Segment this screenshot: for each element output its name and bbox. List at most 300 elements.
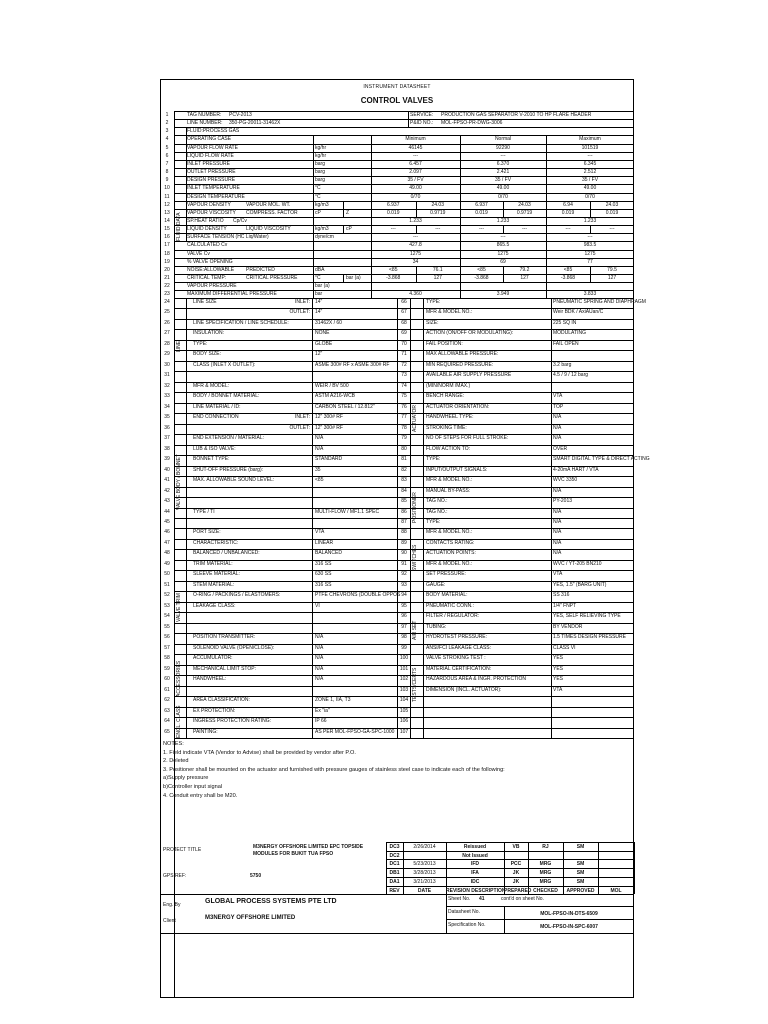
notes-lines <box>163 749 505 801</box>
process-row-label: LIQUID FLOW RATE <box>187 153 234 159</box>
row-number: 8 <box>165 169 169 175</box>
left-row-label: CHARACTERISTIC: <box>193 540 239 546</box>
critical-temp-label: CRITICAL TEMP: <box>187 275 227 281</box>
right-row-number: 86 <box>401 509 407 515</box>
right-row-number: 79 <box>401 435 407 441</box>
number-column-line <box>174 111 175 998</box>
liquid-density-value-b: --- <box>609 226 615 232</box>
left-row-value: 12" 300# RF <box>315 414 343 420</box>
left-row-value: BALANCED <box>315 550 342 556</box>
right-row-value: N/A <box>553 425 562 431</box>
left-row-value: ASTM A216-WCB <box>315 393 356 399</box>
sheet-label: Sheet No. <box>448 896 471 902</box>
noise-value-a: <85 <box>563 267 573 273</box>
max-diff-pressure-max: 3.833 <box>583 291 597 297</box>
valve-cv-max: 1275 <box>584 251 596 257</box>
case-normal: Normal <box>494 136 512 142</box>
row-number: 22 <box>164 283 170 289</box>
left-row-number: 49 <box>164 561 170 567</box>
left-row-number: 34 <box>164 404 170 410</box>
right-row-number: 84 <box>401 488 407 494</box>
process-row-min: 49.00 <box>409 185 422 191</box>
revision-approved: SM <box>576 879 585 885</box>
row-number: 2 <box>165 120 169 126</box>
process-row-normal: 6.370 <box>496 161 510 167</box>
revision-approved: SM <box>576 844 585 850</box>
left-row-number: 36 <box>164 425 170 431</box>
sub-unit-line <box>343 201 344 217</box>
left-row-label: SOLENOID VALVE (OPEN/CLOSE): <box>193 645 275 651</box>
line-number-label: LINE NUMBER: <box>187 120 223 126</box>
revision-date: 3/28/2013 <box>413 870 436 876</box>
right-row-label: STROKING TIME: <box>426 425 467 431</box>
left-section-label: ACCESSORIES <box>176 660 182 697</box>
process-row-max: --- <box>587 153 593 159</box>
left-row-number: 33 <box>164 393 170 399</box>
left-row-label: TRIM MATERIAL: <box>193 561 233 567</box>
right-row-number: 98 <box>401 634 407 640</box>
right-row-label: GAUGE: <box>426 582 446 588</box>
revision-column-line <box>598 842 599 894</box>
notes-block <box>163 740 505 800</box>
client-label: Client <box>163 918 176 924</box>
row-number: 11 <box>164 194 170 200</box>
sp-heat-ratio-normal: 1.233 <box>496 218 510 224</box>
mol-header: MOL <box>610 888 622 894</box>
process-row-label: INLET PRESSURE <box>187 161 230 167</box>
process-row-min: 6.457 <box>409 161 422 167</box>
right-row-number: 74 <box>401 383 407 389</box>
right-row-number: 73 <box>401 372 407 378</box>
revision-approved: SM <box>576 861 585 867</box>
vapour-mol-wt-label: VAPOUR MOL. WT. <box>246 202 291 208</box>
left-row-label: HANDWHEEL: <box>193 676 227 682</box>
left-row-label: BODY SIZE: <box>193 351 221 357</box>
right-row-number: 91 <box>401 561 407 567</box>
revision-table-line <box>386 877 634 878</box>
process-row-label: INLET TEMPERATURE <box>187 185 240 191</box>
right-row-value: SS 316 <box>553 592 570 598</box>
right-row-number: 85 <box>401 498 407 504</box>
liquid-density-value-a: --- <box>479 226 484 232</box>
right-row-number: 71 <box>401 351 407 357</box>
right-row-number: 78 <box>401 425 407 431</box>
left-row-number: 28 <box>164 341 170 347</box>
left-row-label: END CONNECTION <box>193 414 239 420</box>
right-row-number: 75 <box>401 393 407 399</box>
left-row-label: PORT SIZE: <box>193 529 221 535</box>
left-row-label: LINE SPECIFICATION / LINE SCHEDULE: <box>193 320 289 326</box>
right-row-label: TAG NO.: <box>426 509 448 515</box>
left-row-value: 630 SS <box>315 571 332 577</box>
left-row-label: POSITION TRANSMITTER: <box>193 634 256 640</box>
valve-cv-label: VALVE Cv <box>187 251 210 257</box>
left-row-sublabel: INLET: <box>294 414 310 420</box>
left-row-sublabel: OUTLET: <box>289 425 310 431</box>
right-row-number: 80 <box>401 446 407 452</box>
row-number: 3 <box>165 128 169 134</box>
right-row-label: TYPE: <box>426 456 441 462</box>
left-row-label: BODY / BONNET MATERIAL: <box>193 393 260 399</box>
row-number: 17 <box>164 242 170 248</box>
surface-tension-normal: --- <box>500 234 506 240</box>
right-row-value: 4.5 / 9 / 12 barg <box>553 372 589 378</box>
row-number: 23 <box>164 291 170 297</box>
process-row-max: 101519 <box>581 145 599 151</box>
max-diff-pressure-normal: 3.949 <box>496 291 510 297</box>
notes-title: NOTES: <box>163 741 184 747</box>
left-section-label: ENCL. CLASS <box>176 705 182 738</box>
sheet-value: 41 <box>479 896 485 902</box>
vapour-pressure-label: VAPOUR PRESSURE <box>187 283 237 289</box>
compress-factor-unit: Z <box>346 210 350 216</box>
row-line <box>174 127 634 128</box>
project-title-value: M3NERGY OFFSHORE LIMITED EPC TOPSIDE MODULES FOR BUKIT TUA FPSO <box>253 844 364 857</box>
left-row-number: 64 <box>164 718 170 724</box>
note-line: a)Supply pressure <box>163 775 209 782</box>
process-row-unit: °C <box>315 194 321 200</box>
left-row-label: SLEEVE MATERIAL: <box>193 571 240 577</box>
specification-value: MOL-FPSO-IN-SPC-6007 <box>540 924 598 930</box>
right-row-value: N/A <box>553 435 562 441</box>
left-row-number: 52 <box>164 592 170 598</box>
left-row-label: MFR & MODEL: <box>193 383 230 389</box>
datasheet-label: Datasheet No. <box>448 909 480 915</box>
calculated-cv-min: 427.8 <box>409 242 422 248</box>
right-row-number: 82 <box>401 467 407 473</box>
left-row-number: 56 <box>164 634 170 640</box>
process-row-max: 49.00 <box>583 185 597 191</box>
right-row-value: 4-20mA HART / VTA <box>553 467 599 473</box>
max-diff-pressure-label: MAXIMUM DIFFERENTIAL PRESSURE <box>187 291 277 297</box>
left-row-number: 45 <box>164 519 170 525</box>
vapour-viscosity-value-b: 0.9719 <box>516 210 533 216</box>
left-row-label: MAX. ALLOWABLE SOUND LEVEL: <box>193 477 275 483</box>
left-section-line <box>186 298 187 738</box>
right-section-label: SWITCHES <box>412 544 418 571</box>
noise-allowable-label: NOISE:ALLOWABLE <box>187 267 235 273</box>
revision-date: 5/23/2013 <box>413 861 436 867</box>
right-row-number: 89 <box>401 540 407 546</box>
left-row-label: STEM MATERIAL: <box>193 582 235 588</box>
process-row-min: --- <box>413 153 418 159</box>
right-row-number: 81 <box>401 456 407 462</box>
valve-opening-max: 77 <box>587 259 593 265</box>
right-row-number: 72 <box>401 362 407 368</box>
left-row-number: 48 <box>164 550 170 556</box>
right-row-value: N/A <box>553 550 562 556</box>
surface-tension-min: --- <box>413 234 418 240</box>
revision-description: IDC <box>470 879 480 885</box>
right-row-label: MFR & MODEL NO.: <box>426 529 473 535</box>
right-row-number: 77 <box>401 414 407 420</box>
right-row-label: TUBING: <box>426 624 447 630</box>
left-row-label: PAINTING: <box>193 729 218 735</box>
revision-table-line <box>386 842 634 843</box>
right-row-number: 107 <box>399 729 409 735</box>
row-number: 4 <box>165 136 169 142</box>
left-row-label: END EXTENSION / MATERIAL: <box>193 435 265 441</box>
left-row-value: 316 SS <box>315 582 332 588</box>
right-row-value: VTA <box>553 687 563 693</box>
right-section-label: POSITIONER <box>412 492 418 523</box>
revision-checked: RJ <box>542 844 549 850</box>
revision-code: DC3 <box>389 844 400 850</box>
process-row-label: DESIGN TEMPERATURE <box>187 194 245 200</box>
process-row-unit: °C <box>315 185 321 191</box>
vapour-density-value-a: 6.94 <box>563 202 573 208</box>
process-row-label: OUTLET PRESSURE <box>187 169 236 175</box>
left-row-number: 59 <box>164 666 170 672</box>
right-row-label: MFR & MODEL NO.: <box>426 561 473 567</box>
row-number: 20 <box>164 267 170 273</box>
noise-unit: dBA <box>315 267 325 273</box>
noise-value-b: 79.2 <box>519 267 530 273</box>
max-diff-pressure-min: 4.360 <box>409 291 422 297</box>
title-block-line <box>446 906 634 907</box>
noise-value-b: 79.5 <box>607 267 617 273</box>
calculated-cv-normal: 865.5 <box>496 242 510 248</box>
right-row-value: N/A <box>553 519 562 525</box>
vapour-viscosity-value-b: 0.019 <box>605 210 619 216</box>
left-row-label: LINE MATERIAL / ID: <box>193 404 241 410</box>
valve-opening-min: 34 <box>412 259 419 265</box>
right-value-line <box>551 298 552 738</box>
right-row-number: 92 <box>401 571 407 577</box>
description-header: REVISION DESCRIPTION <box>446 888 506 894</box>
right-row-number: 94 <box>401 592 407 598</box>
service-value: PRODUCTION GAS SEPARATOR V-2010 TO HP FLARE HEADER <box>441 112 592 118</box>
left-value-line <box>312 298 313 738</box>
max-diff-pressure-unit: bar <box>315 291 323 297</box>
right-section-line <box>423 298 424 738</box>
left-row-number: 46 <box>164 529 170 535</box>
approved-header: APPROVED <box>566 888 595 894</box>
right-row-label: MATERIAL CERTIFICATION: <box>426 666 492 672</box>
right-row-value: N/A <box>553 488 562 494</box>
left-row-value: LINEAR <box>315 540 334 546</box>
left-row-sublabel: OUTLET: <box>289 309 310 315</box>
sub-unit-line <box>343 225 344 233</box>
right-row-label: ACTION (ON/OFF OR MODULATING): <box>426 330 514 336</box>
left-row-value: 31462X / 60 <box>315 320 342 326</box>
right-row-value: OVER <box>553 446 568 452</box>
right-row-label: SET PRESSURE: <box>426 571 466 577</box>
vapour-density-label: VAPOUR DENSITY <box>187 202 231 208</box>
right-row-number: 69 <box>401 330 407 336</box>
left-row-number: 54 <box>164 613 170 619</box>
right-row-value: WVC 3350 <box>553 477 578 483</box>
critical-value-a: -3.868 <box>386 275 401 281</box>
left-row-value: CARBON STEEL / 12.812" <box>315 404 375 410</box>
vapour-viscosity-unit: cP <box>315 210 321 216</box>
right-row-label: FILTER / REGULATOR: <box>426 613 480 619</box>
process-row-unit: barg <box>315 169 326 175</box>
right-row-number: 87 <box>401 519 407 525</box>
left-row-number: 47 <box>164 540 170 546</box>
left-row-number: 61 <box>164 687 170 693</box>
left-row-number: 63 <box>164 708 170 714</box>
right-row-value: FAIL OPEN <box>553 341 579 347</box>
left-row-value: Ex "ia" <box>315 708 330 714</box>
revision-table-line <box>386 886 634 887</box>
process-row-max: 6.345 <box>583 161 597 167</box>
right-row-value: VTA <box>553 571 563 577</box>
valve-opening-normal: 69 <box>500 259 506 265</box>
left-row-value: MULTI-FLOW / MF1.1 SPEC <box>315 509 380 515</box>
row-number: 5 <box>165 145 169 151</box>
process-row-normal: 92290 <box>496 145 510 151</box>
right-row-number: 104 <box>399 697 409 703</box>
revision-prepared: JK <box>512 879 520 885</box>
vapour-viscosity-label: VAPOUR VISCOSITY <box>187 210 236 216</box>
revision-code: DC1 <box>389 861 400 867</box>
calculated-cv-max: 983.5 <box>583 242 597 248</box>
pid-value: MOL-FPSO-PR-DWG-3006 <box>441 120 503 126</box>
critical-value-b: 127 <box>607 275 617 281</box>
right-row-label: MFR & MODEL NO.: <box>426 309 473 315</box>
left-row-number: 37 <box>164 435 170 441</box>
left-row-number: 39 <box>164 456 170 462</box>
right-row-number: 90 <box>401 550 407 556</box>
process-row-normal: 0/70 <box>498 194 508 200</box>
critical-value-b: 127 <box>433 275 442 281</box>
row-number: 13 <box>164 210 170 216</box>
left-row-number: 41 <box>164 477 170 483</box>
left-row-label: ACCUMULATOR: <box>193 655 233 661</box>
checked-header: CHECKED <box>533 888 558 894</box>
revision-approved: SM <box>576 870 585 876</box>
left-row-value: N/A <box>315 634 324 640</box>
revision-code: DA1 <box>389 879 400 885</box>
right-row-number: 99 <box>401 645 407 651</box>
left-row-number: 27 <box>164 330 170 336</box>
sp-heat-ratio-max: 1.233 <box>583 218 597 224</box>
gps-ref-value: 5750 <box>250 873 262 879</box>
left-row-number: 30 <box>164 362 170 368</box>
right-row-value: SMART DIGITAL TYPE & DIRECT ACTING <box>553 456 650 462</box>
right-row-value: N/A <box>553 540 562 546</box>
left-row-label: INGRESS PROTECTION RATING: <box>193 718 271 724</box>
left-row-label: TYPE / TI <box>193 509 215 515</box>
left-row-number: 24 <box>164 299 170 305</box>
left-section-label: VALVE TRIM <box>176 593 182 622</box>
process-row-unit: kg/hr <box>315 153 327 159</box>
service-label: SERVICE: <box>410 112 434 118</box>
process-row-unit: barg <box>315 177 326 183</box>
left-row-value: N/A <box>315 655 324 661</box>
process-row-min: 35 / FV <box>407 177 424 183</box>
noise-value-b: 76.1 <box>432 267 443 273</box>
right-row-label: ACTUATION POINTS: <box>426 550 476 556</box>
liquid-density-unit: kg/m3 <box>315 226 329 232</box>
left-row-number: 26 <box>164 320 170 326</box>
left-row-value: NONE <box>315 330 330 336</box>
process-row-unit: barg <box>315 161 326 167</box>
left-row-number: 60 <box>164 676 170 682</box>
left-row-value: 35 <box>315 467 321 473</box>
title-block-line <box>160 933 634 934</box>
left-row-value: N/A <box>315 666 324 672</box>
revision-prepared: VB <box>512 844 520 850</box>
right-row-number: 93 <box>401 582 407 588</box>
right-row-number: 106 <box>399 718 409 724</box>
left-row-value: 12" 300# RF <box>315 425 343 431</box>
liquid-density-value-a: --- <box>390 226 396 232</box>
valve-cv-normal: 1275 <box>497 251 509 257</box>
process-row-max: 35 / FV <box>581 177 599 183</box>
revision-prepared: JK <box>512 870 520 876</box>
row-number: 1 <box>165 112 169 118</box>
right-row-value: WVC / YT-205 BN210 <box>553 561 602 567</box>
liquid-density-label: LIQUID DENSITY <box>187 226 227 232</box>
surface-tension-max: --- <box>587 234 593 240</box>
unit-column-line <box>313 135 314 298</box>
vapour-density-value-a: 6.937 <box>386 202 400 208</box>
note-line: 1. Field indicate VTA (Vendor to Advise) shall be provided by vendor after P.O. <box>163 749 356 756</box>
right-row-value: N/A <box>553 509 562 515</box>
right-row-label: AVAILABLE AIR SUPPLY PRESSURE <box>426 372 512 378</box>
left-row-number: 62 <box>164 697 170 703</box>
left-row-number: 53 <box>164 603 170 609</box>
tag-number-label: TAG NUMBER: <box>187 112 222 118</box>
liquid-density-value-a: --- <box>565 226 571 232</box>
right-row-number: 67 <box>401 309 407 315</box>
left-row-label: EX PROTECTION: <box>193 708 236 714</box>
process-row-normal: 49.00 <box>496 185 510 191</box>
left-row-label: LEAKAGE CLASS: <box>193 603 236 609</box>
date-header: DATE <box>417 888 432 894</box>
left-row-value: VTA <box>315 529 325 535</box>
right-row-label: (MIN/NORM /MAX.) <box>426 383 471 389</box>
left-row-value: 14" <box>315 299 323 305</box>
left-row-number: 31 <box>164 372 170 378</box>
left-row-label: LUB & ISO VALVE: <box>193 446 236 452</box>
right-row-value: PNEUMATIC SPRING AND DIAPHRAGM <box>553 299 646 305</box>
calculated-cv-label: CALCULATED Cv <box>187 242 228 248</box>
right-row-value: YES, SELF RELIEVING TYPE <box>553 613 621 619</box>
surface-tension-unit: dyne/cm <box>315 234 334 240</box>
revision-description: Reissued <box>463 844 487 850</box>
right-row-label: TAG NO.: <box>426 498 448 504</box>
critical-pressure-unit: bar (a) <box>346 275 361 281</box>
right-row-label: FAIL POSITION: <box>426 341 463 347</box>
process-row-label: DESIGN PRESSURE <box>187 177 236 183</box>
right-row-number: 76 <box>401 404 407 410</box>
right-row-label: HANDWHEEL TYPE: <box>426 414 474 420</box>
right-row-label: HYDROTEST PRESSURE: <box>426 634 488 640</box>
right-row-value: YES, 1.5" (BARG UNIT) <box>553 582 607 588</box>
left-row-number: 43 <box>164 498 170 504</box>
revision-description: IFD <box>470 861 480 867</box>
right-row-value: 225 SQ IN <box>553 320 577 326</box>
valve-cv-min: 1275 <box>409 251 422 257</box>
case-column-line <box>371 135 372 298</box>
sp-heat-ratio-label: SP.HEAT RATIO <box>187 218 224 224</box>
client-value: M3NERGY OFFSHORE LIMITED <box>205 915 296 921</box>
vapour-density-value-b: 24.03 <box>518 202 531 208</box>
row-number: 19 <box>164 259 170 265</box>
right-row-value: TOP <box>553 404 564 410</box>
revision-table-line <box>386 851 634 852</box>
row-number: 15 <box>164 226 170 232</box>
liquid-density-value-b: --- <box>522 226 527 232</box>
process-row-max: 0/70 <box>585 194 595 200</box>
left-row-value: N/A <box>315 446 324 452</box>
left-row-number: 42 <box>164 488 170 494</box>
noise-value-a: <85 <box>389 267 398 273</box>
section-row-line <box>174 738 634 739</box>
